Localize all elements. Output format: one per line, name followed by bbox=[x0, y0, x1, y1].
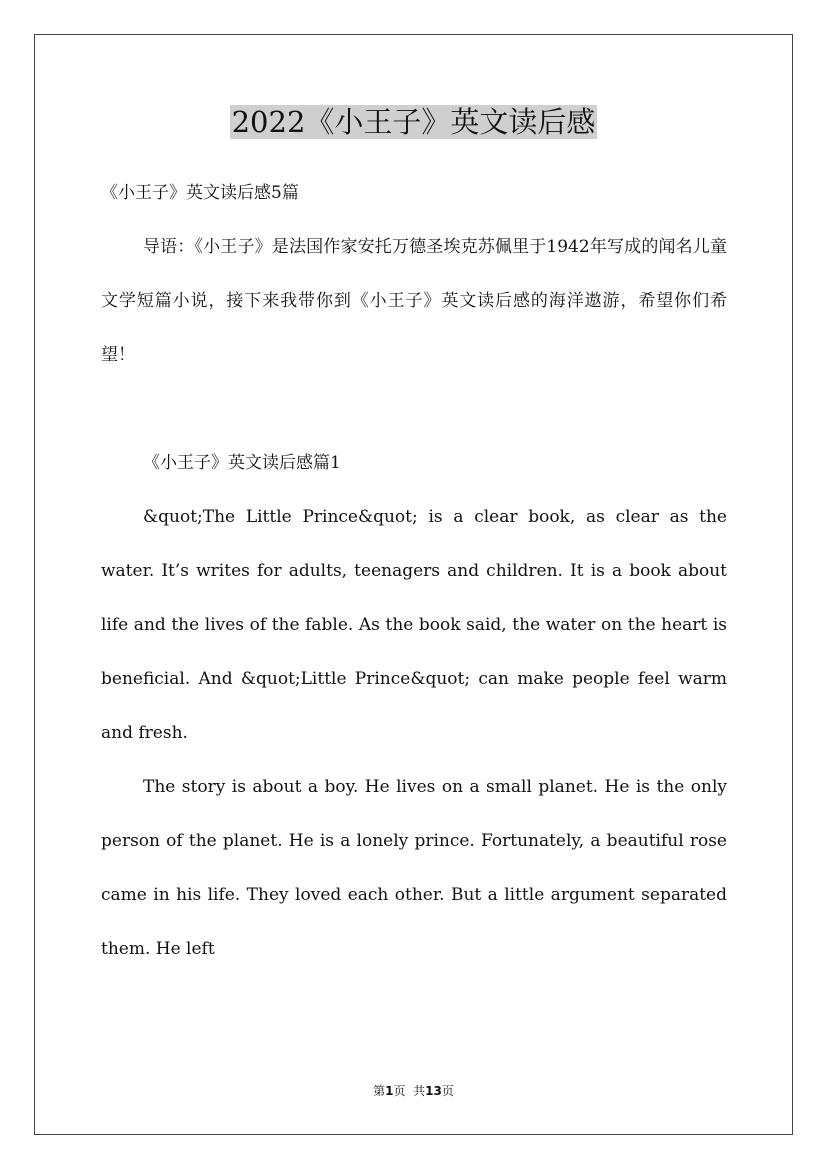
page-suffix: 页 bbox=[393, 1084, 406, 1098]
paragraph-spacer bbox=[101, 382, 727, 436]
page-number: 1 bbox=[385, 1084, 394, 1098]
document-body bbox=[101, 166, 727, 976]
total-suffix: 页 bbox=[441, 1084, 454, 1098]
document-title bbox=[0, 100, 827, 144]
body-paragraph-1: &quot;The Little Prince&quot; is a clear book, as clear as the water. It’s writes for adults, teenagers and children. It is a book about life and the lives of the fable. As the book said, the water on the heart is beneficial. And &quot;Little Prince&quot; can make people feel warm and fresh. bbox=[101, 507, 727, 743]
section-heading: 《小王子》英文读后感篇1 bbox=[143, 453, 341, 473]
document-subtitle: 《小王子》英文读后感5篇 bbox=[101, 183, 299, 203]
total-pages: 13 bbox=[425, 1084, 442, 1098]
intro-paragraph: 导语：《小王子》是法国作家安托万德圣埃克苏佩里于1942年写成的闻名儿童文学短篇小说，接下来我带你到《小王子》英文读后感的海洋遨游，希望你们希望！ bbox=[101, 237, 727, 365]
body-paragraph-2: The story is about a boy. He lives on a small planet. He is the only person of the planet. He is a lonely prince. Fortunately, a beautiful rose came in his life. They loved each other. But a little argument separated them. He left bbox=[101, 777, 727, 959]
document-title-text: 2022《小王子》英文读后感 bbox=[231, 105, 596, 139]
page-prefix: 第 bbox=[373, 1084, 386, 1098]
total-prefix: 共 bbox=[413, 1084, 426, 1098]
page-footer bbox=[0, 1082, 827, 1100]
